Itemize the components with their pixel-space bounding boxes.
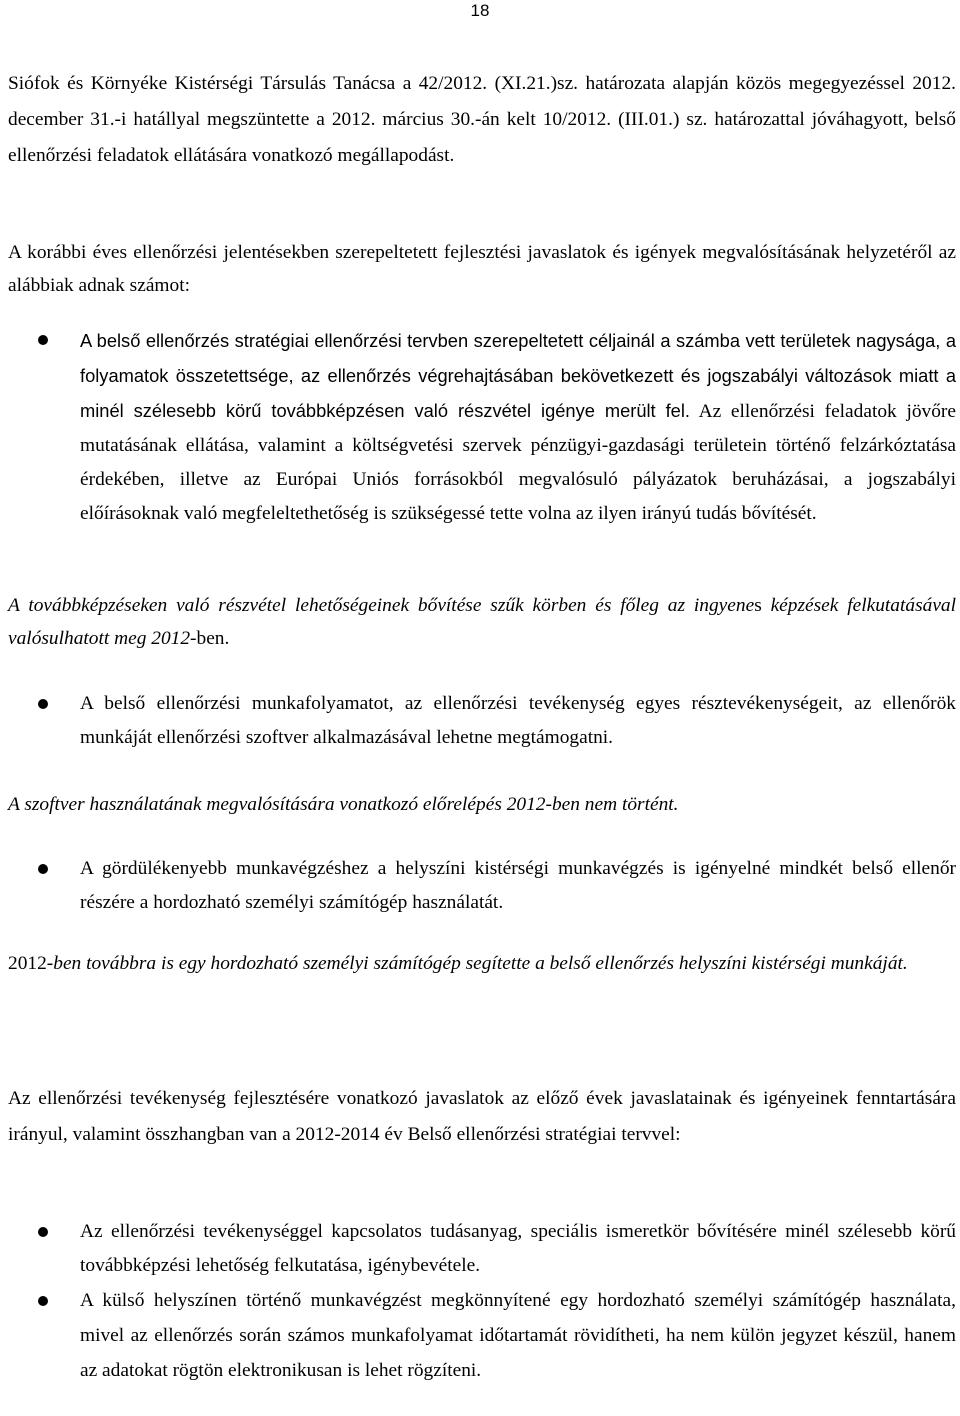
bullet-software: A belső ellenőrzési munkafolyamatot, az ellenőrzési tevékenység egyes résztevékenységeit, az ellenőrök munkáját ellenőrzési szoftver alkalmazásával lehetne megtámogatni. <box>80 693 956 748</box>
training-result-s: s <box>754 595 762 616</box>
bullet-knowledge: Az ellenőrzési tevékenységgel kapcsolatos tudásanyag, speciális ismeretkör bővítésére minél szélesebb körű továbbképzési lehetőség felkutatása, igénybevétele. <box>80 1221 956 1276</box>
page-number: 18 <box>470 1 490 20</box>
training-result-italic-2: képzések felkutatásával valósulhatott meg 2012 <box>8 595 957 649</box>
laptop-result-paragraph <box>8 947 956 981</box>
bullet-training-need-part2: Az ellenőrzési feladatok jövőre mutatásának ellátása, valamint a költségvetési szervek pénzügyi-gazdasági területein történő felzárkóztatása érdekében, illetve az Európai Uniós forrásokból megvalósuló pályázatok beruházásai, a jogszabályi előírásoknak való megfeleltethetőség is szükségessé tette volna az ilyen irányú tudás bővítését. <box>80 401 956 524</box>
bullet-external-laptop: A külső helyszínen történő munkavégzést megkönnyítené egy hordozható személyi számítógép használata, mivel az ellenőrzés során számos munkafolyamat időtartamát rövidítheti, ha nem külön jegyzet készül, hanem az adatokat rögtön elektronikusan is lehet rögzíteni. <box>80 1290 956 1381</box>
laptop-result-italic: ben továbbra is egy hordozható személyi számítógép segítette a belső ellenőrzés helyszíni kistérségi munkáját. <box>53 953 908 974</box>
bullet-dot <box>38 1296 48 1306</box>
bullet-laptop: A gördülékenyebb munkavégzéshez a helyszíni kistérségi munkavégzés is igényelné mindkét belső ellenőr részére a hordozható személyi számítógép használatát. <box>80 858 956 913</box>
bullet-training-need <box>80 324 956 531</box>
bullet-dot <box>38 864 48 874</box>
bullet-dot <box>38 699 48 709</box>
training-result-italic: A továbbképzéseken való részvétel lehetőségeinek bővítése szűk körben és főleg az ingyene <box>8 595 755 616</box>
intro-paragraph: Siófok és Környéke Kistérségi Társulás Tanácsa a 42/2012. (XI.21.)sz. határozata alapján közös megegyezéssel 2012. december 31.-i hatállyal megszüntette a 2012. március 30.-án kelt 10/2012. (III.01.) sz. határozattal jóváhagyott, belső ellenőrzési feladatok ellátására vonatkozó megállapodást. <box>8 73 956 166</box>
software-result-paragraph: A szoftver használatának megvalósítására vonatkozó előrelépés 2012-ben nem történt. <box>8 794 679 815</box>
previous-reports-paragraph: A korábbi éves ellenőrzési jelentésekben szerepeltetett fejlesztési javaslatok és igények megvalósításának helyzetéről az alábbiak adnak számot: <box>8 242 956 296</box>
bullet-training-need-part1: A belső ellenőrzés stratégiai ellenőrzési tervben szerepeltetett céljainál a számba vett területek nagysága, a folyamatok összetettsége, az ellenőrzés végrehajtásában bekövetkezett és jogszabályi változások miatt a minél szélesebb körű továbbképzésen való részvétel igénye merült fel. <box>80 330 956 421</box>
laptop-result-year: 2012- <box>8 953 54 974</box>
bullet-dot <box>38 335 48 345</box>
training-result-suffix: -ben. <box>190 628 230 649</box>
training-result-paragraph <box>8 589 956 655</box>
development-proposals-paragraph: Az ellenőrzési tevékenység fejlesztésére vonatkozó javaslatok az előző évek javaslatainak és igényeinek fenntartására irányul, valamint összhangban van a 2012-2014 év Belső ellenőrzési stratégiai tervvel: <box>8 1088 956 1145</box>
bullet-dot <box>38 1227 48 1237</box>
